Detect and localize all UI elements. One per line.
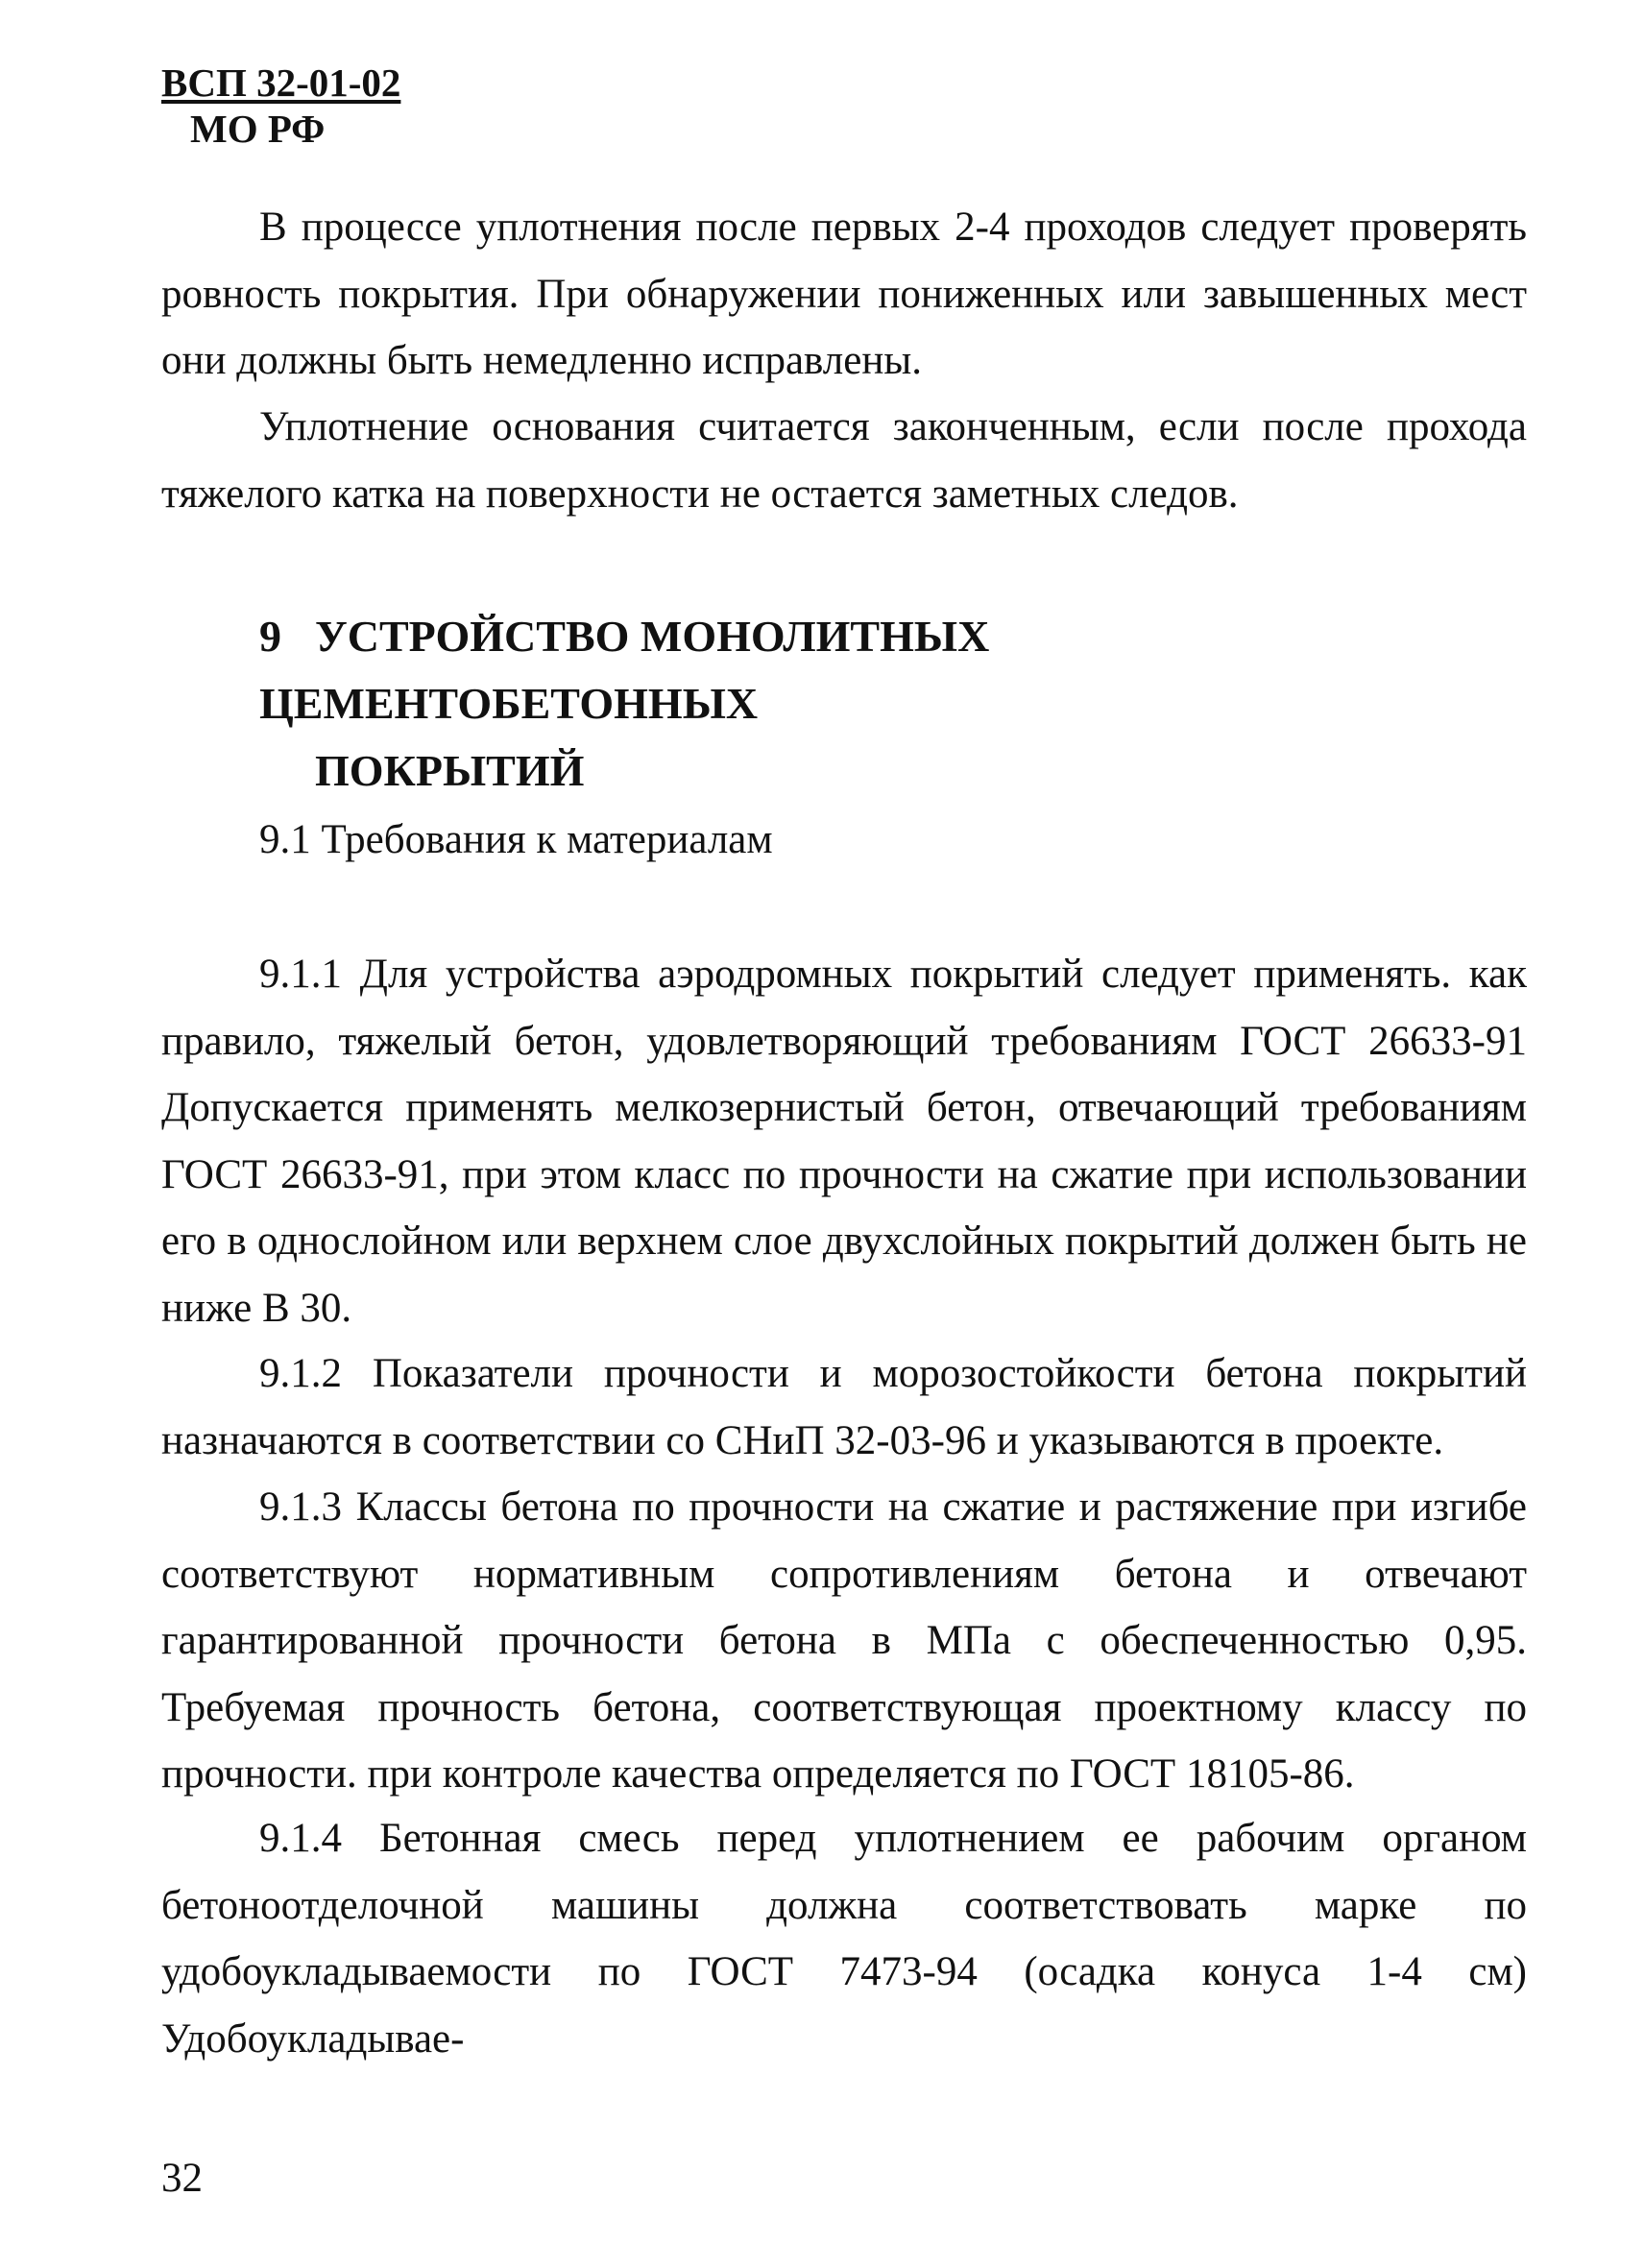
section-title-line1: УСТРОЙСТВО МОНОЛИТНЫХ ЦЕМЕНТОБЕТОННЫХ xyxy=(259,612,990,728)
clause-9-1-2: 9.1.2 Показатели прочности и морозостойкости бетона покрытий назначаются в соответствии со СНиП 32-03-96 и указываются в проекте. xyxy=(161,1351,1527,1463)
section-heading xyxy=(259,603,1460,805)
intro-paragraph-2: Уплотнение основания считается законченным, если после прохода тяжелого катка на поверхности не остается заметных следов. xyxy=(161,404,1527,517)
clause-9-1-1: 9.1.1 Для устройства аэродромных покрытий следует применять. как правило, тяжелый бетон, удовлетворяющий требованиям ГОСТ 26633-91 Допускается применять мелкозернистый бетон, отвечающий требованиям ГОСТ 26633-91, при этом класс по прочности на сжатие при использовании его в однослойном или верхнем слое двухслойных покрытий должен быть не ниже В 30. xyxy=(161,952,1527,1331)
intro-paragraph-1: В процессе уплотнения после первых 2-4 проходов следует проверять ровность покрытия. При обнаружении пониженных или завышенных мест они должны быть немедленно исправлены. xyxy=(161,205,1527,383)
section-number: 9 xyxy=(259,612,281,661)
document-code: ВСП 32-01-02 xyxy=(161,60,401,105)
document-organization: МО РФ xyxy=(190,107,326,151)
section-title-line2: ПОКРЫТИЙ xyxy=(315,746,585,795)
page-number: 32 xyxy=(161,2156,203,2201)
clause-9-1-3: 9.1.3 Классы бетона по прочности на сжатие и растяжение при изгибе соответствуют нормативным сопротивлениям бетона и отвечают гарантированной прочности бетона в МПа с обеспеченностью 0,95. Требуемая прочность бетона, соответствующая проектному классу по прочности. при контроле качества определяется по ГОСТ 18105-86. xyxy=(161,1484,1527,1797)
subsection-heading: 9.1 Требования к материалам xyxy=(259,817,773,862)
clause-9-1-4: 9.1.4 Бетонная смесь перед уплотнением ее рабочим органом бетоноотделочной машины должна соответствовать марке по удобоукладываемости по ГОСТ 7473-94 (осадка конуса 1-4 см) Удобоукладывае- xyxy=(161,1816,1527,2062)
